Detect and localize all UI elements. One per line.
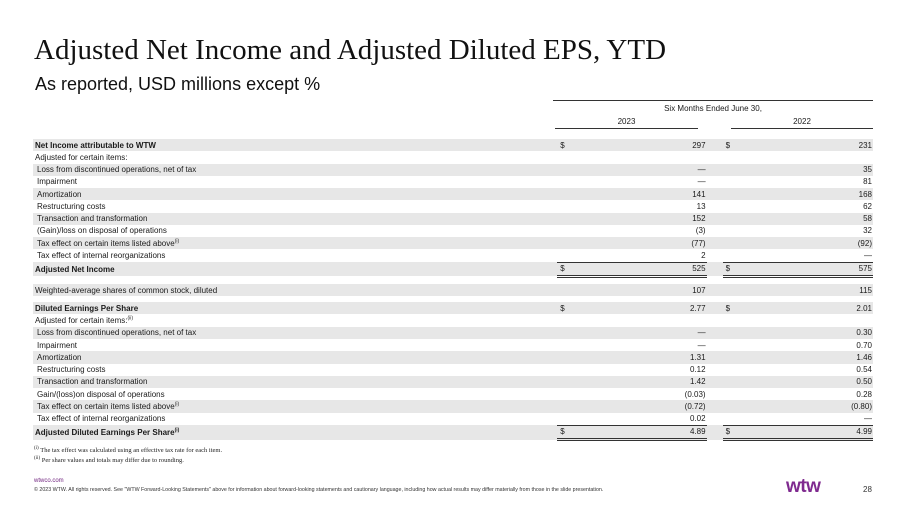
value-2022: 1.46	[742, 351, 873, 363]
value-2022: 115	[742, 284, 873, 296]
table-row	[33, 249, 873, 262]
currency-2022: $	[723, 302, 742, 314]
wtw-logo	[786, 476, 836, 496]
value-2023: —	[576, 327, 706, 339]
currency-2022: $	[723, 139, 742, 151]
footer-link[interactable]: wtwco.com	[34, 478, 64, 484]
value-2022: 4.99	[742, 425, 873, 439]
value-2022: 62	[863, 201, 872, 211]
value-2023: —	[697, 340, 706, 350]
value-2023: 525	[576, 262, 706, 276]
value-2022: 35	[742, 164, 873, 176]
value-2022: 231	[742, 139, 873, 151]
page-number: 28	[863, 485, 872, 494]
value-2022: 2.01	[742, 302, 873, 314]
table-row	[33, 225, 873, 237]
table-row	[33, 425, 873, 439]
table-row	[33, 413, 873, 426]
row-label: Loss from discontinued operations, net of tax	[33, 164, 557, 176]
row-label: Transaction and transformation	[33, 213, 557, 225]
value-2022: 168	[742, 188, 873, 200]
period-header: Six Months Ended June 30,	[664, 104, 762, 113]
footnote-mark: (ii)	[34, 455, 41, 461]
value-2022: 0.70	[856, 340, 872, 350]
table-row	[33, 376, 873, 388]
table-row	[33, 364, 873, 376]
value-2022: 0.50	[742, 376, 873, 388]
table-row	[33, 339, 873, 351]
row-label: Weighted-average shares of common stock, diluted	[33, 284, 557, 296]
footnote-mark: (ii)	[127, 315, 134, 322]
value-2023: (0.03)	[684, 389, 706, 399]
value-2023: (3)	[695, 226, 706, 236]
row-label: Gain/(loss)on disposal of operations	[37, 389, 165, 399]
value-2023: (77)	[576, 237, 706, 249]
value-2023: 152	[576, 213, 706, 225]
row-label: Diluted Earnings Per Share	[33, 302, 557, 314]
table-row	[33, 262, 873, 276]
value-2023: 1.31	[576, 351, 706, 363]
currency-2023: $	[557, 302, 576, 314]
value-2022: 0.30	[742, 327, 873, 339]
value-2023: 107	[576, 284, 706, 296]
value-2023: —	[576, 164, 706, 176]
logo-text: wtw	[786, 476, 821, 496]
footnote-mark: (i)	[34, 445, 39, 451]
financial-table	[33, 139, 873, 441]
header-rule	[553, 100, 873, 101]
copyright-text: © 2023 WTW. All rights reserved. See "WTW Forward-Looking Statements" above for information about forward-looking statements and cautionary language, including how actual results may differ materially from those in the slide presentation.	[34, 487, 604, 493]
value-2022: 575	[742, 262, 873, 276]
row-label: Transaction and transformation	[33, 376, 557, 388]
table-row	[33, 176, 873, 188]
row-label: Tax effect of internal reorganizations	[37, 414, 166, 424]
value-2023: 13	[696, 201, 706, 211]
row-label: (Gain)/loss on disposal of operations	[37, 226, 167, 236]
currency-2023: $	[557, 139, 576, 151]
value-2023: —	[697, 177, 706, 187]
table-row	[33, 351, 873, 363]
footnote	[34, 447, 222, 454]
footnote-text: Per share values and totals may differ due to rounding.	[41, 457, 184, 464]
currency-2023: $	[557, 425, 576, 439]
row-label: Adjusted for certain items:	[35, 316, 128, 326]
footnote-mark: (i)	[174, 427, 180, 434]
currency-2023: $	[557, 262, 576, 276]
year-header-2023: 2023	[555, 117, 698, 129]
row-label: Amortization	[33, 188, 557, 200]
footnote	[34, 457, 184, 464]
value-2023: 141	[576, 188, 706, 200]
row-label: Adjusted Net Income	[33, 262, 557, 276]
value-2023: 297	[576, 139, 706, 151]
row-label: Impairment	[37, 177, 78, 187]
table-row	[33, 388, 873, 400]
table-row	[33, 139, 873, 151]
value-2023: 1.42	[576, 376, 706, 388]
value-2022: (0.80)	[742, 400, 873, 412]
row-label: Amortization	[33, 351, 557, 363]
value-2023: 4.89	[576, 425, 706, 439]
value-2023: 0.12	[689, 365, 706, 375]
value-2022: —	[742, 413, 873, 426]
table-row	[33, 302, 873, 314]
currency-2022: $	[723, 262, 742, 276]
value-2022: 81	[863, 177, 872, 187]
row-label: Net Income attributable to WTW	[33, 139, 557, 151]
row-label: Loss from discontinued operations, net of tax	[33, 327, 557, 339]
table-row	[33, 164, 873, 176]
value-2023: 2	[576, 249, 706, 262]
row-label: Tax effect on certain items listed above	[37, 238, 175, 248]
table-row	[33, 327, 873, 339]
value-2023: (0.72)	[576, 400, 706, 412]
row-label: Adjusted Diluted Earnings Per Share	[35, 427, 175, 437]
value-2022: 58	[742, 213, 873, 225]
row-label: Adjusted for certain items:	[35, 152, 128, 162]
table-row	[33, 400, 873, 412]
value-2022: 0.54	[856, 365, 872, 375]
value-2022: 32	[863, 226, 872, 236]
footnote-mark: (i)	[174, 238, 180, 245]
footnote-mark: (i)	[174, 401, 180, 408]
row-label: Impairment	[37, 340, 78, 350]
page-title: Adjusted Net Income and Adjusted Diluted EPS, YTD	[34, 34, 667, 66]
footnote-text: The tax effect was calculated using an effective tax rate for each item.	[40, 447, 223, 454]
year-header-2022: 2022	[731, 117, 873, 129]
value-2022: 0.28	[856, 389, 872, 399]
table-row	[33, 151, 873, 163]
table-row	[33, 213, 873, 225]
table-row	[33, 188, 873, 200]
table-row	[33, 314, 873, 326]
value-2023: 2.77	[576, 302, 706, 314]
table-row	[33, 200, 873, 212]
table-row	[33, 284, 873, 296]
currency-2022: $	[723, 425, 742, 439]
value-2022: —	[742, 249, 873, 262]
table-row	[33, 237, 873, 249]
page-subtitle: As reported, USD millions except %	[35, 74, 321, 94]
row-label: Restructuring costs	[37, 201, 106, 211]
row-label: Tax effect of internal reorganizations	[37, 251, 166, 261]
row-label: Restructuring costs	[37, 365, 106, 375]
value-2022: (92)	[742, 237, 873, 249]
value-2023: 0.02	[576, 413, 706, 426]
row-label: Tax effect on certain items listed above	[37, 401, 175, 411]
